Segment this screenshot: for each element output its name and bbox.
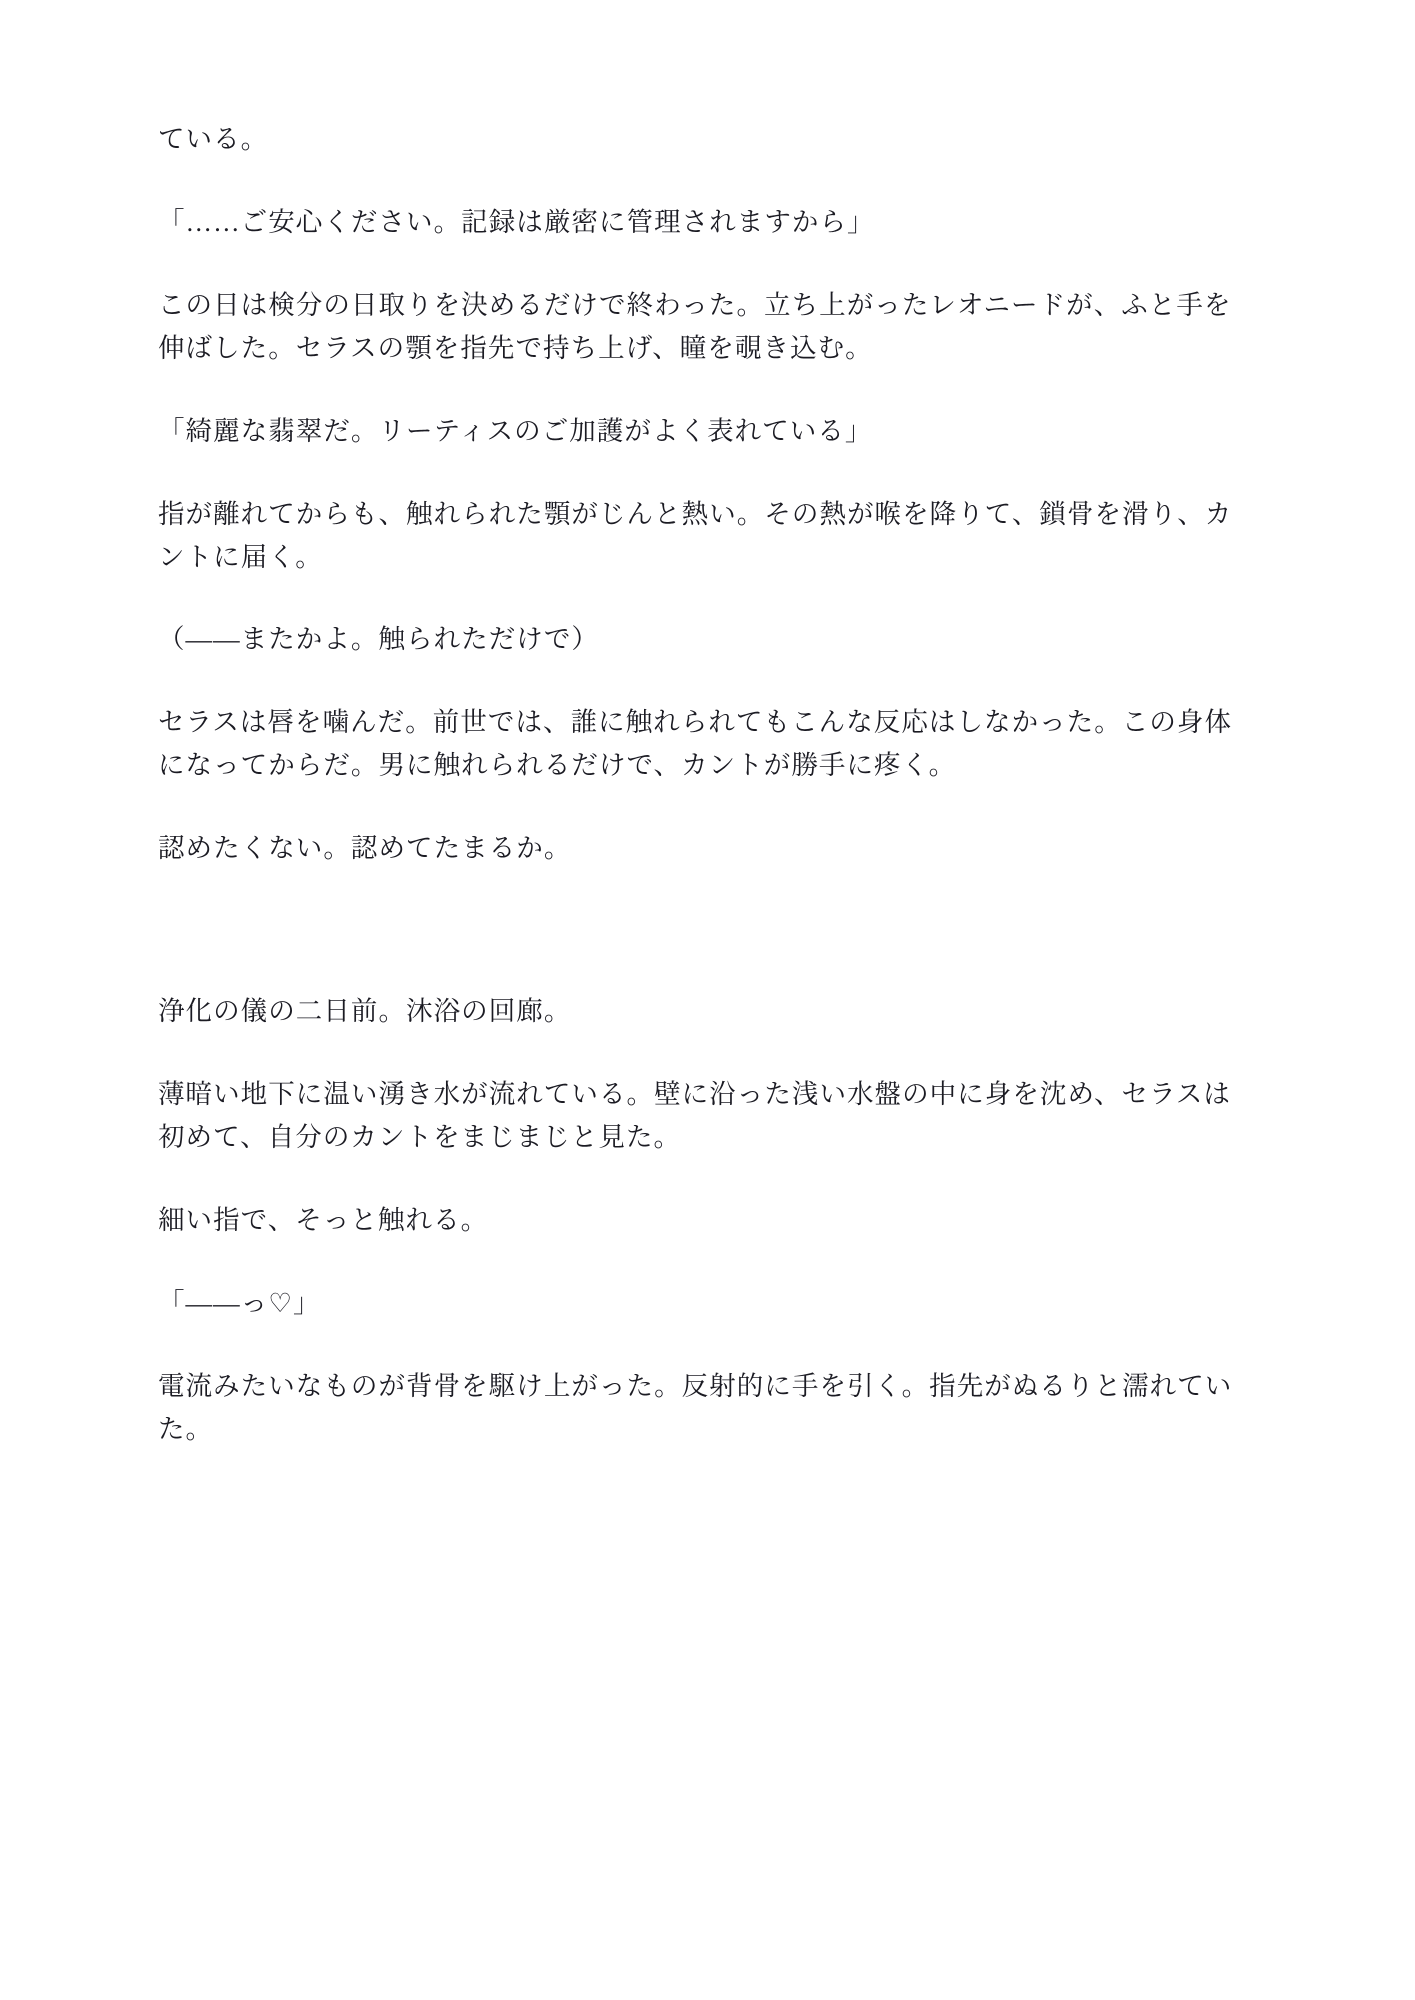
paragraph: （――またかよ。触られただけで） — [158, 624, 599, 655]
paragraph: 「――っ♡」 — [158, 1287, 321, 1318]
paragraph: セラスは唇を噛んだ。前世では、誰に触れられてもこんな反応はしなかった。この身体になってからだ。男に触れられるだけで、カントが勝手に疼く。 — [158, 707, 1233, 781]
paragraph: 「綺麗な翡翠だ。リーティスのご加護がよく表れている」 — [158, 415, 873, 446]
paragraph: 薄暗い地下に温い湧き水が流れている。壁に沿った浅い水盤の中に身を沈め、セラスは初めて、自分のカントをまじまじと見た。 — [158, 1079, 1231, 1152]
paragraph: この日は検分の日取りを決めるだけで終わった。立ち上がったレオニードが、ふと手を伸ばした。セラスの顎を指先で持ち上げ、瞳を覗き込む。 — [158, 289, 1232, 363]
paragraph: 指が離れてからも、触れられた顎がじんと熱い。その熱が喉を降りて、鎖骨を滑り、カントに届く。 — [158, 498, 1233, 572]
paragraph: 浄化の儀の二日前。沐浴の回廊。 — [158, 996, 572, 1027]
document-body — [158, 118, 1248, 1451]
paragraph: ている。 — [158, 124, 269, 154]
paragraph: 電流みたいなものが背骨を駆け上がった。反射的に手を引く。指先がぬるりと濡れていた。 — [158, 1370, 1233, 1444]
paragraph: 細い指で、そっと触れる。 — [158, 1204, 489, 1235]
paragraph: 認めたくない。認めてたまるか。 — [158, 833, 572, 864]
paragraph: 「……ご安心ください。記録は厳密に管理されますから」 — [158, 206, 875, 237]
